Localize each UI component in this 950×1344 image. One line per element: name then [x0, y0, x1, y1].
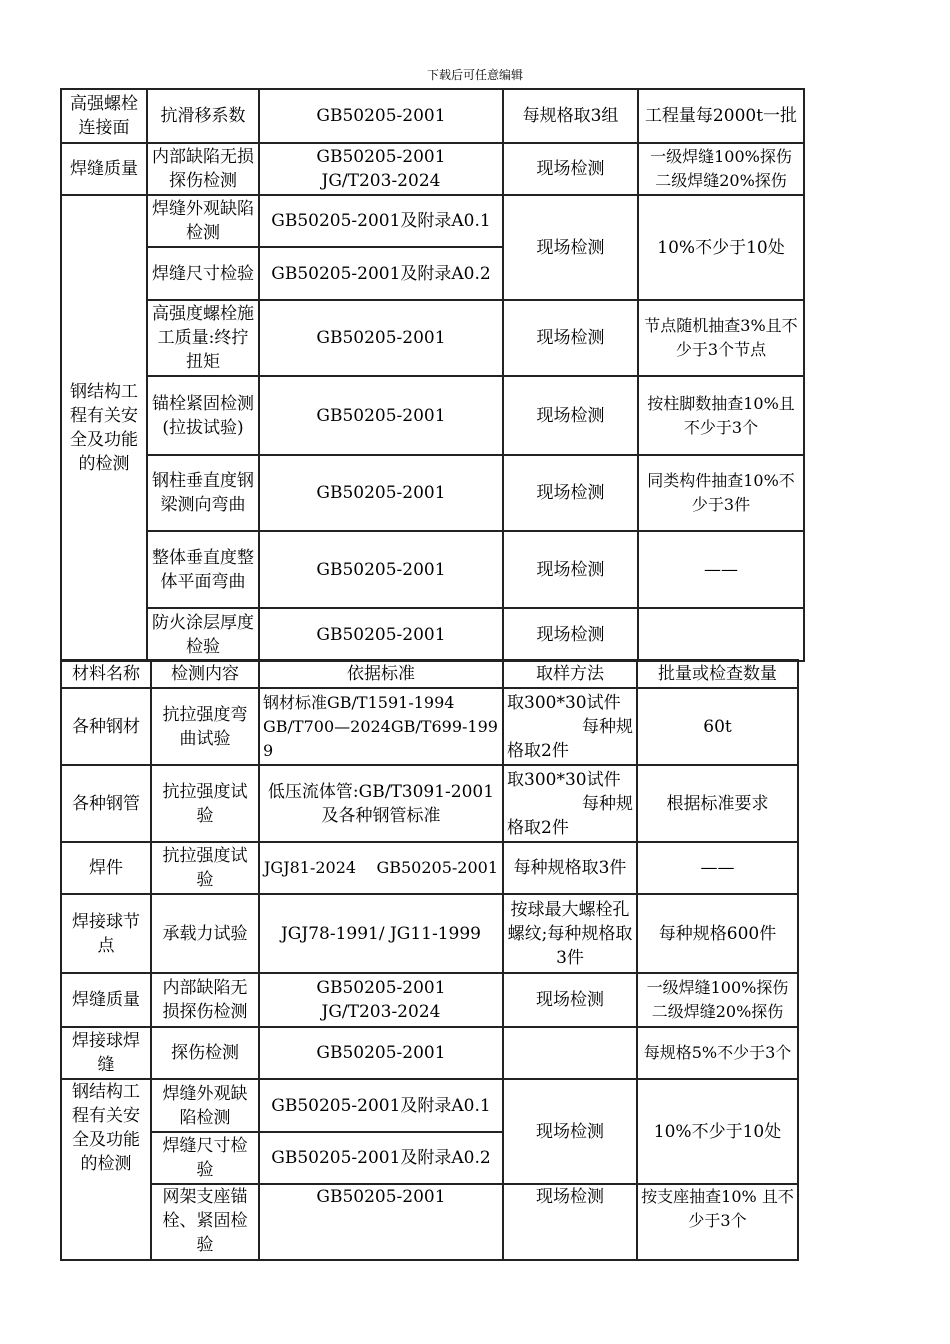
cell-content: 探伤检测 — [151, 1027, 259, 1079]
table-row — [61, 143, 804, 195]
cell-standard-line: 及各种钢管标准 — [321, 805, 441, 826]
cell-quantity: 根据标准要求 — [637, 765, 798, 842]
table-row — [61, 842, 798, 894]
cell-method — [503, 1027, 637, 1079]
cell-content: 钢柱垂直度钢梁测向弯曲 — [147, 455, 259, 531]
cell-method: 现场检测 — [503, 143, 638, 195]
cell-quantity-merged: 10%不少于10处 — [638, 195, 804, 300]
cell-content: 防火涂层厚度检验 — [147, 608, 259, 661]
cell-standard-line: GB50205-2001 — [316, 147, 446, 167]
column-header: 批量或检查数量 — [637, 660, 798, 688]
cell-method: 现场检测 — [503, 531, 638, 608]
table-row — [61, 531, 804, 608]
column-header: 取样方法 — [503, 660, 637, 688]
column-header: 材料名称 — [61, 660, 151, 688]
cell-method-line: 格取2件 — [507, 740, 569, 761]
cell-method: 现场检测 — [503, 300, 638, 376]
cell-quantity: 节点随机抽查3%且不少于3个节点 — [638, 300, 804, 376]
cell-content: 抗拉强度试验 — [151, 765, 259, 842]
cell-method: 现场检测 — [503, 608, 638, 661]
cell-standard-line: GB50205-2001 — [316, 978, 446, 998]
cell-content: 抗拉强度弯曲试验 — [151, 688, 259, 765]
cell-material: 焊缝质量 — [61, 973, 151, 1027]
group-label: 钢结构工程有关安全及功能的检测 — [61, 1079, 151, 1260]
cell-standard: GB50205-2001 — [259, 300, 503, 376]
cell-standard: JGJ78-1991/ JG11-1999 — [259, 894, 503, 973]
cell-quantity: 工程量每2000t一批 — [638, 89, 804, 143]
cell-quantity-line: 二级焊缝20%探伤 — [651, 1002, 784, 1021]
cell-method — [503, 765, 637, 842]
cell-method-line: 每种规 — [582, 716, 633, 737]
cell-method-line: 格取2件 — [507, 817, 569, 838]
cell-quantity — [638, 143, 804, 195]
table-row — [61, 894, 798, 973]
cell-quantity: 按支座抽查10% 且不少于3个 — [637, 1184, 798, 1260]
cell-standard — [259, 688, 503, 765]
cell-material: 各种钢材 — [61, 688, 151, 765]
cell-standard: GB50205-2001及附录A0.1 — [259, 195, 503, 247]
cell-content: 网架支座锚栓、紧固检验 — [151, 1184, 259, 1260]
cell-method: 按球最大螺栓孔螺纹;每种规格取3件 — [503, 894, 637, 973]
cell-content: 承载力试验 — [151, 894, 259, 973]
cell-quantity — [638, 608, 804, 661]
cell-method: 现场检测 — [503, 1184, 637, 1260]
cell-quantity — [637, 973, 798, 1027]
cell-content: 抗滑移系数 — [147, 89, 259, 143]
cell-quantity: —— — [637, 842, 798, 894]
cell-standard-line: GB/T700—2024GB/T699-1999 — [263, 716, 498, 760]
cell-method: 现场检测 — [503, 455, 638, 531]
cell-material: 焊接球焊缝 — [61, 1027, 151, 1079]
cell-item: 高强螺栓连接面 — [61, 89, 147, 143]
group-label: 钢结构工程有关安全及功能的检测 — [61, 195, 147, 661]
table-row — [61, 89, 804, 143]
column-header: 检测内容 — [151, 660, 259, 688]
cell-content: 内部缺陷无损探伤检测 — [151, 973, 259, 1027]
table-row — [61, 1184, 798, 1260]
cell-method-line: 取300*30试件 — [507, 769, 621, 790]
cell-quantity-line: 一级焊缝100%探伤 — [650, 147, 792, 166]
cell-item: 焊缝质量 — [61, 143, 147, 195]
cell-material: 焊件 — [61, 842, 151, 894]
table-row — [61, 300, 804, 376]
cell-method: 现场检测 — [503, 973, 637, 1027]
cell-quantity: 每种规格600件 — [637, 894, 798, 973]
column-header: 依据标准 — [259, 660, 503, 688]
cell-standard-line: JG/T203-2024 — [321, 1002, 441, 1022]
table-row — [61, 973, 798, 1027]
cell-standard-line: 钢材标准GB/T1591-1994 — [263, 692, 455, 712]
cell-standard: GB50205-2001及附录A0.1 — [259, 1079, 503, 1132]
cell-method-line: 取300*30试件 — [507, 692, 621, 713]
cell-standard — [259, 765, 503, 842]
table-row — [61, 608, 804, 661]
cell-quantity: 60t — [637, 688, 798, 765]
cell-quantity-line: 二级焊缝20%探伤 — [655, 171, 787, 190]
table-row — [61, 765, 798, 842]
table-row — [61, 1027, 798, 1079]
cell-content: 整体垂直度整体平面弯曲 — [147, 531, 259, 608]
cell-method-merged: 现场检测 — [503, 1079, 637, 1184]
inspection-table-1 — [60, 88, 805, 662]
cell-method — [503, 688, 637, 765]
table-row — [61, 1079, 798, 1132]
table-row — [61, 688, 798, 765]
table-row — [61, 195, 804, 247]
cell-content: 内部缺陷无损探伤检测 — [147, 143, 259, 195]
cell-quantity-line: 一级焊缝100%探伤 — [646, 978, 789, 997]
cell-content: 焊缝外观缺陷检测 — [151, 1079, 259, 1132]
cell-standard: GB50205-2001及附录A0.2 — [259, 247, 503, 300]
cell-method: 每种规格取3件 — [503, 842, 637, 894]
table-row — [61, 455, 804, 531]
cell-quantity: 每规格5%不少于3个 — [637, 1027, 798, 1079]
cell-standard — [259, 143, 503, 195]
cell-standard: GB50205-2001 — [259, 89, 503, 143]
cell-method-line: 每种规 — [582, 793, 633, 814]
cell-standard: GB50205-2001 — [259, 608, 503, 661]
cell-method-merged: 现场检测 — [503, 195, 638, 300]
cell-content: 焊缝尺寸检验 — [147, 247, 259, 300]
cell-material: 各种钢管 — [61, 765, 151, 842]
cell-standard: JGJ81-2024 GB50205-2001 — [259, 842, 503, 894]
cell-material: 焊接球节点 — [61, 894, 151, 973]
inspection-table-2 — [60, 659, 799, 1261]
cell-standard: GB50205-2001 — [259, 376, 503, 455]
cell-method: 现场检测 — [503, 376, 638, 455]
table-row — [61, 376, 804, 455]
cell-content: 抗拉强度试验 — [151, 842, 259, 894]
cell-standard — [259, 973, 503, 1027]
page-header-note: 下载后可任意编辑 — [426, 68, 523, 82]
cell-quantity: —— — [638, 531, 804, 608]
cell-content: 高强度螺栓施工质量:终拧扭矩 — [147, 300, 259, 376]
table-header-row — [61, 660, 798, 688]
cell-standard: GB50205-2001 — [259, 1184, 503, 1260]
cell-content: 锚栓紧固检测(拉拔试验) — [147, 376, 259, 455]
cell-content: 焊缝尺寸检验 — [151, 1132, 259, 1184]
cell-standard: GB50205-2001 — [259, 455, 503, 531]
cell-standard-line: 低压流体管:GB/T3091-2001 — [267, 781, 495, 802]
cell-standard-line: JG/T203-2024 — [321, 171, 441, 191]
cell-standard: GB50205-2001 — [259, 1027, 503, 1079]
cell-quantity: 同类构件抽查10%不少于3件 — [638, 455, 804, 531]
cell-standard: GB50205-2001及附录A0.2 — [259, 1132, 503, 1184]
cell-method: 每规格取3组 — [503, 89, 638, 143]
cell-content: 焊缝外观缺陷检测 — [147, 195, 259, 247]
cell-standard: GB50205-2001 — [259, 531, 503, 608]
cell-quantity-merged: 10%不少于10处 — [637, 1079, 798, 1184]
cell-quantity: 按柱脚数抽查10%且不少于3个 — [638, 376, 804, 455]
